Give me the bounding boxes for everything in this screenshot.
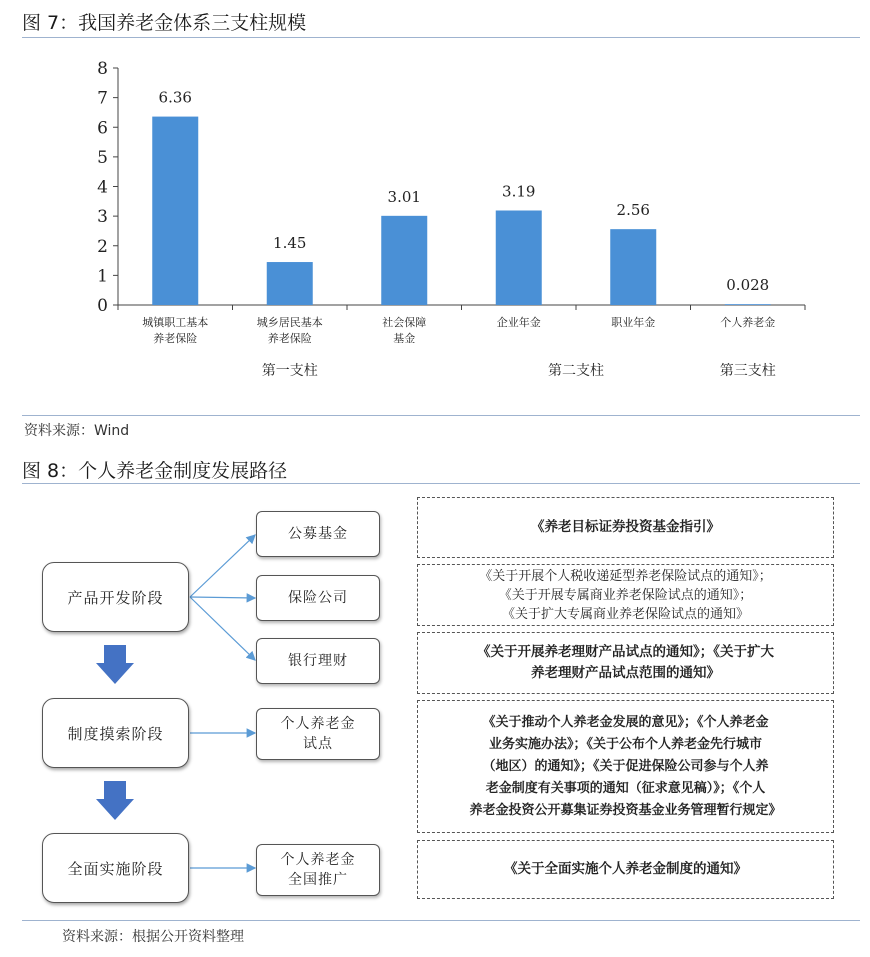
y-tick-label: 4 [97, 177, 108, 198]
down-arrow-stage-1-to-2 [96, 645, 134, 684]
down-arrow-stage-2-to-3 [96, 781, 134, 820]
connector-to-bank-wealth [190, 597, 255, 660]
bar-value-label: 1.45 [273, 234, 307, 253]
product-pension-pilot: 个人养老金 试点 [256, 708, 380, 760]
policy-docs-bank-wealth: 《关于开展养老理财产品试点的通知》；《关于扩大 养老理财产品试点范围的通知》 [417, 632, 834, 694]
category-label: 养老保险 [267, 332, 312, 345]
y-tick-label: 5 [97, 147, 108, 168]
stage-system-exploration: 制度摸索阶段 [42, 698, 189, 768]
pillar-group-label: 第二支柱 [548, 363, 604, 379]
policy-docs-public-fund: 《养老目标证券投资基金指引》 [417, 497, 834, 558]
connector-to-insurance [190, 597, 255, 598]
bar-value-label: 3.19 [502, 182, 536, 201]
product-insurance-company: 保险公司 [256, 575, 380, 621]
category-label: 个人养老金 [720, 316, 776, 329]
category-label: 企业年金 [496, 316, 541, 329]
y-tick-label: 1 [97, 266, 108, 287]
y-tick-label: 3 [97, 207, 108, 228]
figure-7-source: 资料来源：Wind [24, 423, 130, 439]
category-label: 城乡居民基本 [256, 316, 323, 329]
product-bank-wealth: 银行理财 [256, 638, 380, 684]
bar-value-label: 0.028 [726, 276, 770, 295]
product-pension-rollout: 个人养老金 全国推广 [256, 844, 380, 896]
category-label: 城镇职工基本 [142, 316, 209, 329]
pillar-group-label: 第三支柱 [719, 363, 776, 379]
y-tick-label: 6 [97, 118, 108, 139]
bar-value-label: 2.56 [616, 201, 650, 220]
y-tick-label: 2 [97, 236, 108, 257]
figure-8-title: 图 8：个人养老金制度发展路径 [22, 460, 288, 482]
pillar-group-label: 第一支柱 [261, 363, 318, 379]
y-tick-label: 0 [97, 296, 108, 316]
bar-value-label: 6.36 [158, 88, 192, 107]
bar-value-label: 3.01 [387, 187, 421, 206]
y-tick-label: 7 [97, 88, 108, 109]
connector-to-public-fund [190, 535, 255, 597]
stage-product-development: 产品开发阶段 [42, 562, 189, 632]
category-label: 基金 [393, 332, 416, 345]
product-public-fund: 公募基金 [256, 511, 380, 557]
figure-8-source-rule [22, 920, 860, 921]
category-label: 社会保障 [382, 316, 427, 329]
policy-docs-pilot: 《关于推动个人养老金发展的意见》；《个人养老金 业务实施办法》；《关于公布个人养老金先行城市 （地区）的通知》；《关于促进保险公司参与个人养 老金制度有关事项的通知（征求意见稿）》；《个人 养老金投资公开募集证券投资基金业务管理暂行规定》 [417, 700, 834, 833]
figure-7-title: 图 7：我国养老金体系三支柱规模 [22, 12, 307, 34]
policy-docs-insurance: 《关于开展个人税收递延型养老保险试点的通知》； 《关于开展专属商业养老保险试点的通知》； 《关于扩大专属商业养老保险试点的通知》 [417, 564, 834, 626]
category-label: 养老保险 [153, 332, 198, 345]
figure-8-source: 资料来源：根据公开资料整理 [62, 929, 244, 945]
stage-full-implementation: 全面实施阶段 [42, 833, 189, 903]
y-tick-label: 8 [97, 59, 108, 79]
category-label: 职业年金 [611, 316, 656, 329]
policy-docs-rollout: 《关于全面实施个人养老金制度的通知》 [417, 840, 834, 899]
